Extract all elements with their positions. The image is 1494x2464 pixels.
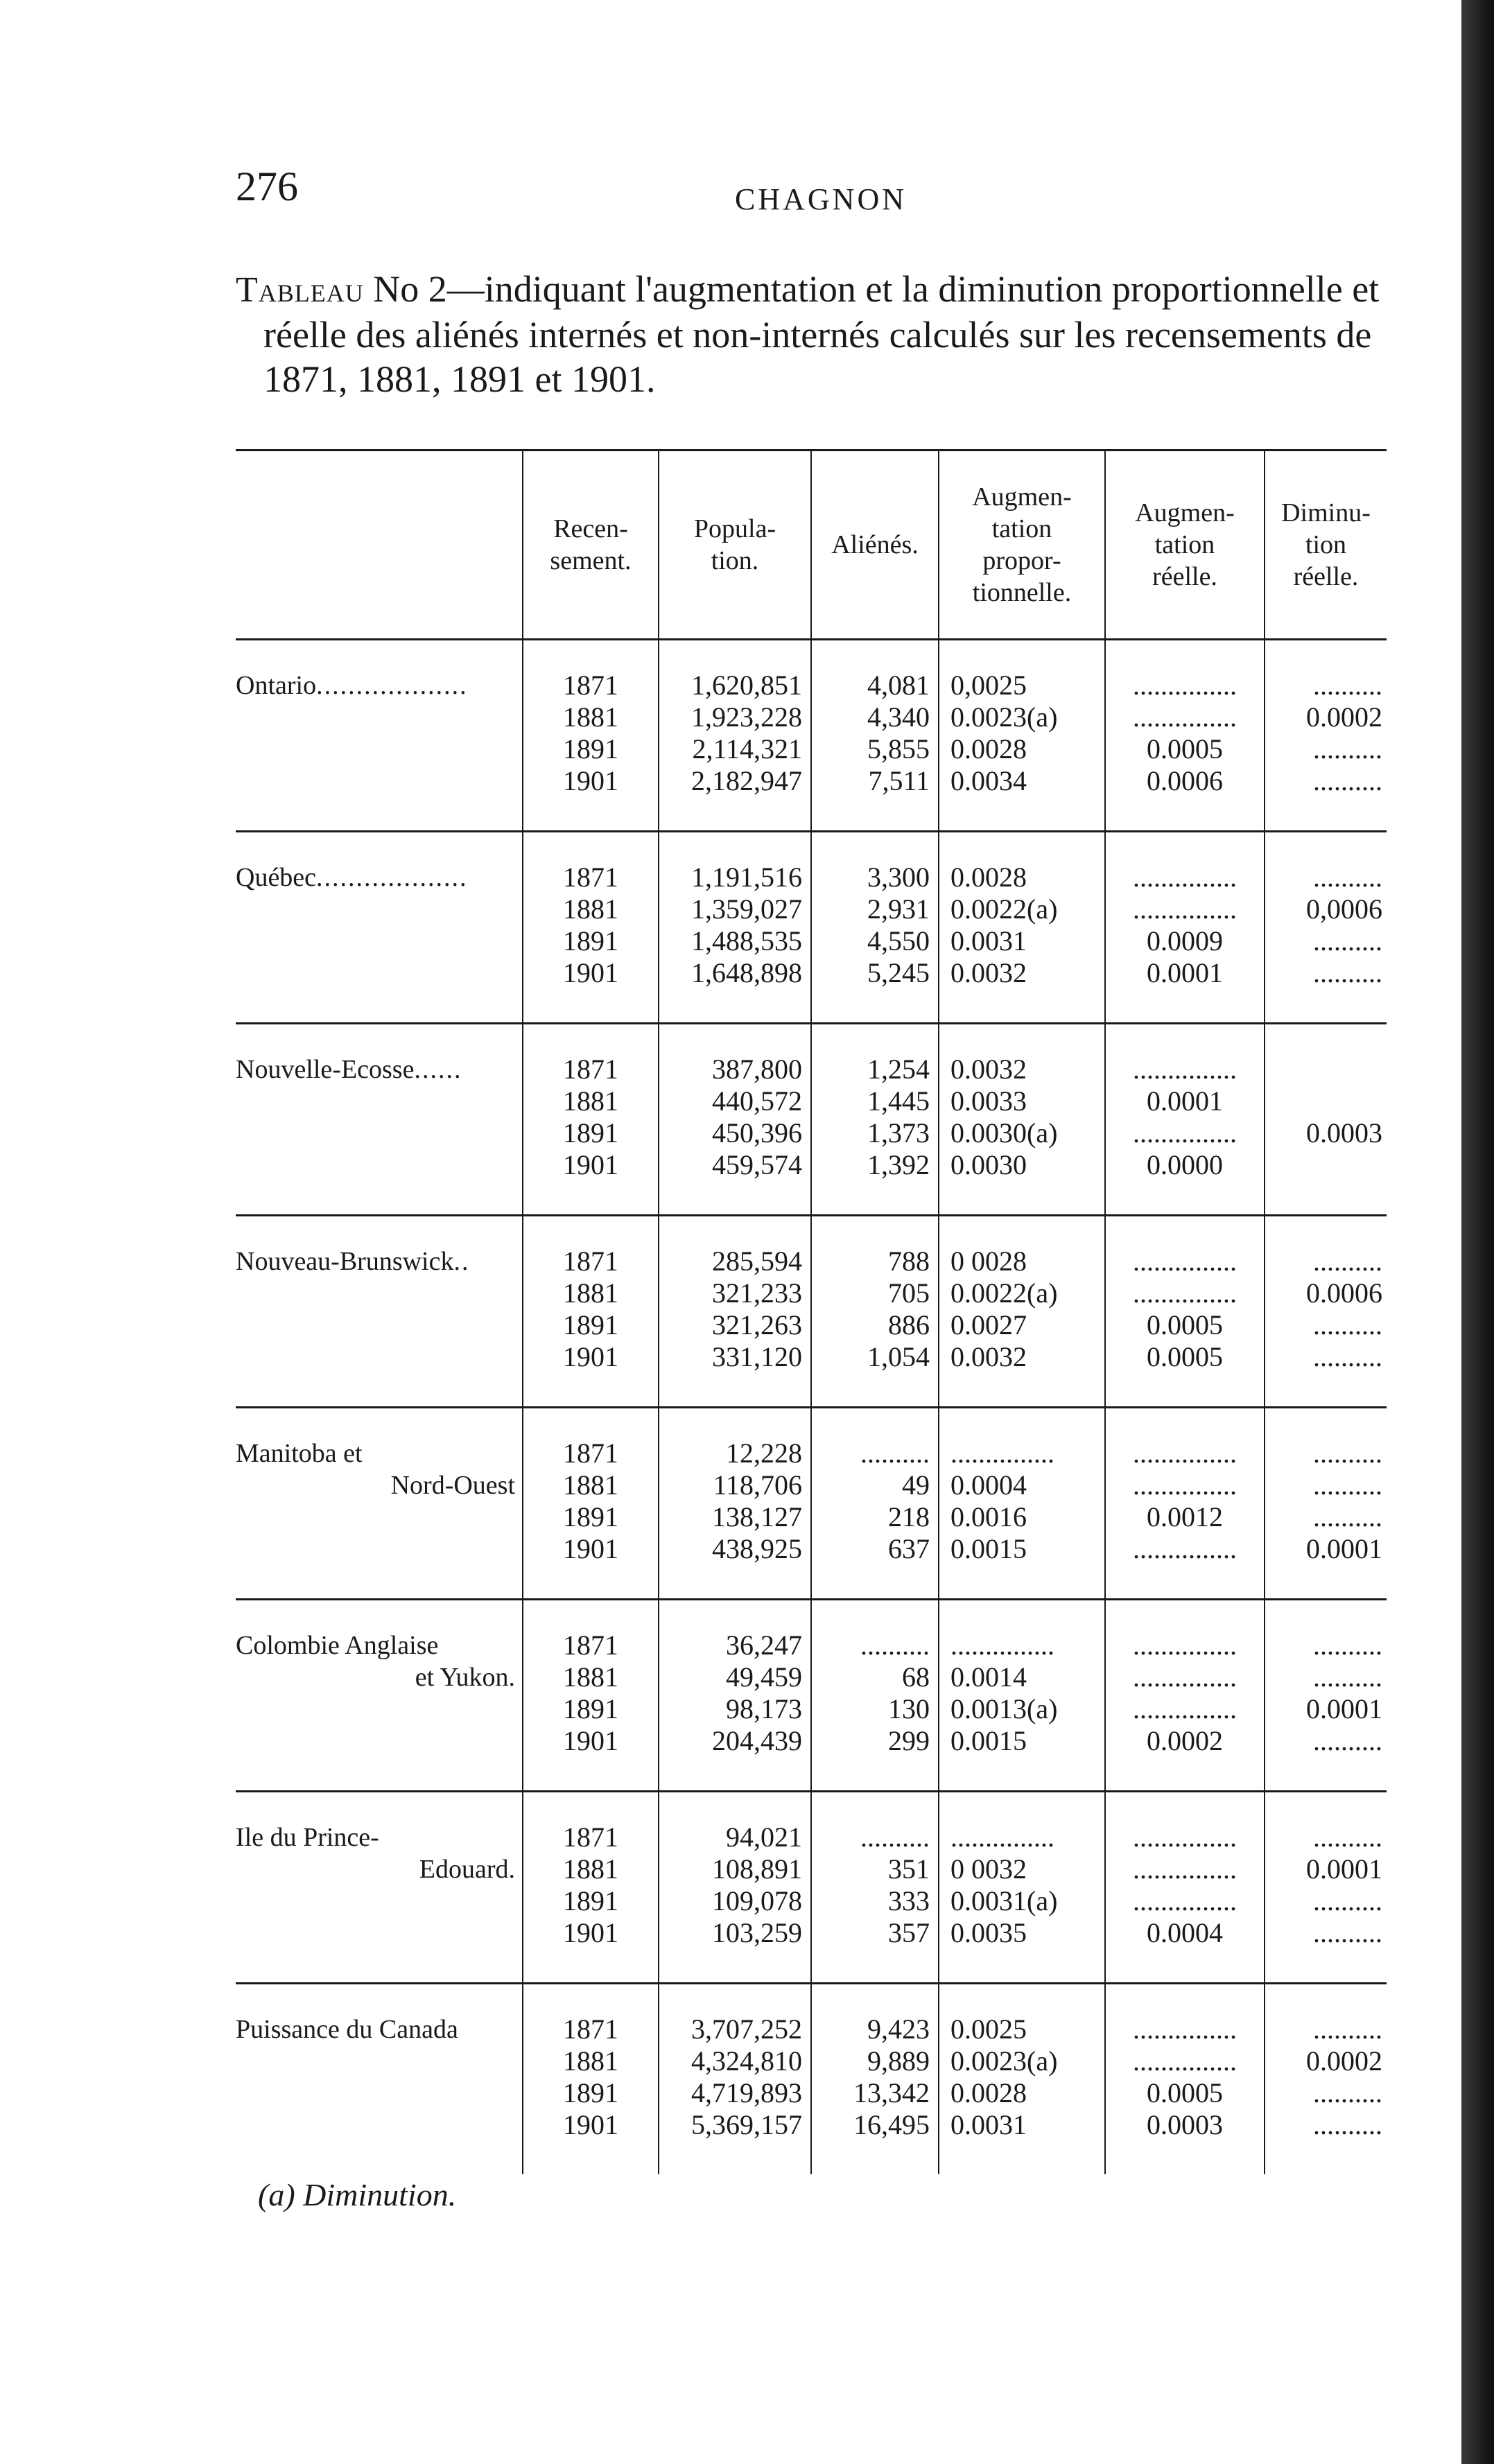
alienes-cell: 7,511 <box>868 765 930 796</box>
proportionnelle-cell: 0.0016 <box>950 1501 1027 1532</box>
population-cell: 438,925 <box>712 1533 802 1564</box>
population-cell: 321,263 <box>712 1309 802 1340</box>
alienes-cell: 9,423 <box>867 2013 930 2045</box>
population-cell: 109,078 <box>712 1885 802 1916</box>
diminution-reelle-cell-group <box>1265 1024 1387 1216</box>
population-cell: 331,120 <box>712 1341 802 1372</box>
region-name: Ile du Prince- <box>236 1823 379 1852</box>
proportionnelle-cell: 0.0028 <box>950 733 1027 764</box>
alienes-cell: 4,550 <box>867 925 930 956</box>
alienes-cell: 705 <box>888 1277 930 1309</box>
augmentation-reelle-cell: ............... <box>1133 1117 1237 1148</box>
proportionnelle-cell: 0.0030 <box>950 1149 1027 1180</box>
alienes-cell-group <box>811 640 939 832</box>
year-cell: 1881 <box>563 1661 618 1693</box>
diminution-reelle-cell: .......... <box>1313 1501 1382 1532</box>
augmentation-reelle-cell: ............... <box>1133 1821 1237 1853</box>
year-cell: 1891 <box>563 1885 618 1916</box>
year-cell: 1881 <box>563 701 618 733</box>
population-cell-group <box>659 1024 811 1216</box>
region-name: Nouveau-Brunswick <box>236 1247 454 1276</box>
year-cell: 1871 <box>563 1054 618 1085</box>
region-name-cell <box>236 1984 523 2175</box>
augmentation-reelle-cell-group <box>1105 1792 1265 1984</box>
population-cell-group <box>659 640 811 832</box>
augmentation-reelle-cell-group <box>1105 1984 1265 2175</box>
proportionnelle-cell: 0.0031 <box>950 925 1027 956</box>
alienes-cell: 788 <box>888 1246 930 1277</box>
alienes-cell-group <box>811 832 939 1024</box>
table-row <box>236 1024 1387 1216</box>
year-cell: 1871 <box>563 1821 618 1853</box>
proportionnelle-cell: 0.0015 <box>950 1533 1027 1564</box>
region-name: Colombie Anglaise <box>236 1631 439 1660</box>
year-cell: 1901 <box>563 1149 618 1180</box>
page-number: 276 <box>236 164 298 209</box>
table-row <box>236 640 1387 832</box>
alienes-cell: 637 <box>888 1533 930 1564</box>
diminution-reelle-cell <box>1269 1085 1382 1117</box>
augmentation-reelle-cell: 0.0005 <box>1147 733 1223 764</box>
recensement-header: Recen- sement. <box>523 451 659 640</box>
proportionnelle-cell: 0.0022(a) <box>950 1277 1058 1309</box>
proportionnelle-cell: 0.0014 <box>950 1661 1027 1693</box>
population-cell: 94,021 <box>726 1821 802 1853</box>
alienes-cell: 68 <box>902 1661 930 1693</box>
table-row <box>236 832 1387 1024</box>
proportionnelle-cell: 0.0032 <box>950 1341 1027 1372</box>
year-cell: 1901 <box>563 1341 618 1372</box>
year-cell: 1881 <box>563 2045 618 2077</box>
diminution-reelle-cell: .......... <box>1313 670 1382 701</box>
year-cell: 1871 <box>563 862 618 893</box>
diminution-reelle-cell-group <box>1265 640 1387 832</box>
augmentation-reelle-cell-group <box>1105 640 1265 832</box>
alienes-cell: 1,373 <box>867 1117 930 1148</box>
alienes-cell: 49 <box>902 1469 930 1501</box>
diminution-reelle-cell: .......... <box>1313 1309 1382 1340</box>
population-cell-group <box>659 832 811 1024</box>
proportionnelle-cell-group <box>939 1792 1105 1984</box>
diminution-reelle-cell <box>1269 1149 1382 1181</box>
proportionnelle-cell-group <box>939 1408 1105 1600</box>
alienes-cell: .......... <box>860 1821 930 1853</box>
region-name-cell <box>236 640 523 832</box>
year-cell: 1891 <box>563 1501 618 1532</box>
augmentation-reelle-cell: 0.0006 <box>1147 765 1223 796</box>
region-name-line2: Nord-Ouest <box>390 1471 515 1500</box>
diminution-reelle-cell: 0,0006 <box>1306 893 1382 925</box>
proportionnelle-cell: 0.0031 <box>950 2109 1027 2140</box>
population-cell: 1,923,228 <box>691 701 802 733</box>
proportionnelle-cell-group <box>939 640 1105 832</box>
augmentation-reelle-cell: ............... <box>1133 701 1237 733</box>
augmentation-reelle-cell: ............... <box>1133 1533 1237 1564</box>
year-cell: 1901 <box>563 765 618 796</box>
year-cell: 1891 <box>563 2077 618 2108</box>
proportionnelle-cell: 0.0033 <box>950 1085 1027 1117</box>
year-cell: 1901 <box>563 1533 618 1564</box>
augmentation-reelle-cell: 0.0001 <box>1147 1085 1223 1117</box>
alienes-cell-group <box>811 1792 939 1984</box>
year-cell: 1891 <box>563 733 618 764</box>
alienes-cell: 218 <box>888 1501 930 1532</box>
diminution-reelle-cell: .......... <box>1313 1469 1382 1501</box>
population-cell: 36,247 <box>726 1629 802 1661</box>
augmentation-reelle-cell: ............... <box>1133 1438 1237 1469</box>
proportionnelle-cell: 0.0032 <box>950 957 1027 988</box>
alienes-cell: .......... <box>860 1438 930 1469</box>
augmentation-reelle-cell: 0.0003 <box>1147 2109 1223 2140</box>
population-cell: 138,127 <box>712 1501 802 1532</box>
augmentation-reelle-cell: 0.0004 <box>1147 1917 1223 1948</box>
year-cell: 1881 <box>563 893 618 925</box>
leader-dots: .. <box>453 1247 470 1276</box>
caption-lead: Tableau <box>236 270 364 310</box>
proportionnelle-cell-group <box>939 1024 1105 1216</box>
leader-dots: ...... <box>414 1055 462 1084</box>
diminution-reelle-cell-group <box>1265 832 1387 1024</box>
year-cell: 1891 <box>563 1117 618 1148</box>
augmentation-reelle-cell: ............... <box>1133 862 1237 893</box>
region-name-cell <box>236 832 523 1024</box>
population-cell: 1,620,851 <box>691 670 802 701</box>
year-cell-group <box>523 1792 659 1984</box>
proportionnelle-cell: 0.0015 <box>950 1725 1027 1756</box>
region-name: Québec <box>236 863 317 892</box>
alienes-cell: 357 <box>888 1917 930 1948</box>
alienes-cell: 299 <box>888 1725 930 1756</box>
region-name-cell <box>236 1216 523 1408</box>
augmentation-reelle-cell: 0.0005 <box>1147 1341 1223 1372</box>
proportionnelle-cell: 0.0032 <box>950 1054 1027 1085</box>
population-header: Popula- tion. <box>659 451 811 640</box>
region-name-line2: Edouard. <box>419 1855 515 1884</box>
population-cell-group <box>659 1216 811 1408</box>
year-cell-group <box>523 1984 659 2175</box>
leader-dots: ................... <box>316 863 468 892</box>
alienes-cell-group <box>811 1600 939 1792</box>
augmentation-reelle-cell: ............... <box>1133 2013 1237 2045</box>
diminution-reelle-cell: .......... <box>1313 765 1382 796</box>
proportionnelle-cell: 0.0023(a) <box>950 2045 1058 2077</box>
alienes-cell-group <box>811 1216 939 1408</box>
year-cell: 1871 <box>563 1438 618 1469</box>
alienes-cell: 16,495 <box>853 2109 930 2140</box>
alienes-cell: 1,054 <box>867 1341 930 1372</box>
alienes-cell: 5,855 <box>867 733 930 764</box>
alienes-cell: 5,245 <box>867 957 930 988</box>
year-cell: 1871 <box>563 2013 618 2045</box>
proportionnelle-cell-group <box>939 1984 1105 2175</box>
diminution-reelle-cell: .......... <box>1313 1438 1382 1469</box>
diminution-reelle-cell <box>1269 1054 1382 1085</box>
region-name: Ontario <box>236 671 317 700</box>
population-cell: 285,594 <box>712 1246 802 1277</box>
augmentation-reelle-cell: 0.0009 <box>1147 925 1223 956</box>
year-cell: 1871 <box>563 1629 618 1661</box>
augmentation-reelle-cell: ............... <box>1133 893 1237 925</box>
alienes-cell: 4,081 <box>867 670 930 701</box>
augmentation-reelle-cell: ............... <box>1133 1246 1237 1277</box>
alienes-cell: 886 <box>888 1309 930 1340</box>
augmentation-reelle-cell-group <box>1105 832 1265 1024</box>
diminution-reelle-cell: .......... <box>1313 957 1382 988</box>
augmentation-reelle-header: Augmen- tation réelle. <box>1105 451 1265 640</box>
augmentation-reelle-cell: ............... <box>1133 2045 1237 2077</box>
augmentation-reelle-cell: ............... <box>1133 1693 1237 1724</box>
augmentation-reelle-cell: ............... <box>1133 1661 1237 1693</box>
diminution-reelle-cell: .......... <box>1313 2013 1382 2045</box>
augmentation-reelle-cell-group <box>1105 1408 1265 1600</box>
diminution-reelle-cell: .......... <box>1313 1246 1382 1277</box>
proportionnelle-cell: 0.0025 <box>950 2013 1027 2045</box>
diminution-reelle-cell: .......... <box>1313 925 1382 956</box>
augmentation-reelle-cell: 0.0002 <box>1147 1725 1223 1756</box>
proportionnelle-cell-group <box>939 1600 1105 1792</box>
population-cell-group <box>659 1600 811 1792</box>
year-cell-group <box>523 1600 659 1792</box>
proportionnelle-cell: 0.0027 <box>950 1309 1027 1340</box>
alienes-cell: 2,931 <box>867 893 930 925</box>
year-cell: 1901 <box>563 1917 618 1948</box>
table-row <box>236 1408 1387 1600</box>
alienes-cell: 130 <box>888 1693 930 1724</box>
alienes-cell: .......... <box>860 1629 930 1661</box>
year-cell-group <box>523 832 659 1024</box>
augmentation-reelle-cell: 0.0000 <box>1147 1149 1223 1180</box>
diminution-reelle-cell: .......... <box>1313 1661 1382 1693</box>
population-cell-group <box>659 1408 811 1600</box>
proportionnelle-cell: ............... <box>950 1629 1054 1661</box>
proportionnelle-cell: 0.0013(a) <box>950 1693 1058 1724</box>
diminution-reelle-cell-group <box>1265 1216 1387 1408</box>
population-cell: 103,259 <box>712 1917 802 1948</box>
leader-dots: ................... <box>316 671 468 700</box>
diminution-reelle-cell: .......... <box>1313 2077 1382 2108</box>
diminution-reelle-cell: .......... <box>1313 733 1382 764</box>
diminution-reelle-cell: .......... <box>1313 862 1382 893</box>
year-cell: 1881 <box>563 1853 618 1885</box>
population-cell-group <box>659 1792 811 1984</box>
augmentation-reelle-cell: ............... <box>1133 1853 1237 1885</box>
population-cell: 12,228 <box>726 1438 802 1469</box>
diminution-reelle-cell: .......... <box>1313 1725 1382 1756</box>
alienes-cell-group <box>811 1024 939 1216</box>
year-cell: 1881 <box>563 1469 618 1501</box>
year-cell: 1891 <box>563 1309 618 1340</box>
diminution-reelle-cell-group <box>1265 1984 1387 2175</box>
population-cell: 440,572 <box>712 1085 802 1117</box>
alienes-cell-group <box>811 1408 939 1600</box>
alienes-cell: 1,392 <box>867 1149 930 1180</box>
diminution-reelle-cell: 0.0006 <box>1306 1277 1382 1309</box>
diminution-reelle-cell: 0.0002 <box>1306 701 1382 733</box>
table-row <box>236 1792 1387 1984</box>
proportionnelle-cell: 0.0034 <box>950 765 1027 796</box>
table-row <box>236 1600 1387 1792</box>
region-name: Puissance du Canada <box>236 2015 458 2044</box>
year-cell-group <box>523 1408 659 1600</box>
caption-text: No 2—indiquant l'augmentation et la diminution proportionnelle et réelle des aliénés internés et non-internés calculés sur les recensements de 1871, 1881, 1891 et 1901. <box>263 268 1380 400</box>
diminution-reelle-cell-group <box>1265 1792 1387 1984</box>
diminution-reelle-cell: 0.0003 <box>1306 1117 1382 1148</box>
region-name-cell <box>236 1408 523 1600</box>
region-name-cell <box>236 1600 523 1792</box>
augmentation-reelle-cell: ............... <box>1133 1629 1237 1661</box>
diminution-reelle-cell: .......... <box>1313 1885 1382 1916</box>
alienes-cell: 9,889 <box>867 2045 930 2077</box>
alienes-cell: 351 <box>888 1853 930 1885</box>
year-cell-group <box>523 640 659 832</box>
proportionnelle-cell-group <box>939 1216 1105 1408</box>
augmentation-reelle-cell: ............... <box>1133 1885 1237 1916</box>
alienes-header: Aliénés. <box>811 451 939 640</box>
diminution-reelle-header: Diminu- tion réelle. <box>1265 451 1387 640</box>
diminution-reelle-cell: 0.0002 <box>1306 2045 1382 2077</box>
proportionnelle-cell: 0,0025 <box>950 670 1027 701</box>
year-cell-group <box>523 1024 659 1216</box>
region-name: Nouvelle-Ecosse <box>236 1055 415 1084</box>
population-cell: 321,233 <box>712 1277 802 1309</box>
alienes-cell: 1,445 <box>867 1085 930 1117</box>
augmentation-reelle-cell: 0.0005 <box>1147 2077 1223 2108</box>
region-name: Manitoba et <box>236 1439 363 1468</box>
proportionnelle-cell: 0.0035 <box>950 1917 1027 1948</box>
population-cell: 3,707,252 <box>691 2013 802 2045</box>
table-caption <box>236 267 1442 401</box>
augmentation-reelle-cell: 0.0005 <box>1147 1309 1223 1340</box>
row-label-header <box>236 451 523 640</box>
alienes-cell: 333 <box>888 1885 930 1916</box>
proportionnelle-header: Augmen- tation propor- tionnelle. <box>939 451 1105 640</box>
augmentation-reelle-cell: ............... <box>1133 1469 1237 1501</box>
population-cell-group <box>659 1984 811 2175</box>
diminution-reelle-cell: .......... <box>1313 1821 1382 1853</box>
diminution-reelle-cell: .......... <box>1313 1917 1382 1948</box>
population-cell: 204,439 <box>712 1725 802 1756</box>
diminution-reelle-cell: 0.0001 <box>1306 1853 1382 1885</box>
augmentation-reelle-cell-group <box>1105 1216 1265 1408</box>
table-row <box>236 1216 1387 1408</box>
population-cell: 98,173 <box>726 1693 802 1724</box>
proportionnelle-cell: 0.0023(a) <box>950 701 1058 733</box>
year-cell: 1891 <box>563 1693 618 1724</box>
population-cell: 49,459 <box>726 1661 802 1693</box>
proportionnelle-cell: 0.0031(a) <box>950 1885 1058 1916</box>
proportionnelle-cell: ............... <box>950 1821 1054 1853</box>
region-name-cell <box>236 1024 523 1216</box>
footnote: (a) Diminution. <box>258 2177 457 2212</box>
alienes-cell: 4,340 <box>867 701 930 733</box>
proportionnelle-cell: 0 0032 <box>950 1853 1027 1885</box>
diminution-reelle-cell: .......... <box>1313 2109 1382 2140</box>
augmentation-reelle-cell: ............... <box>1133 670 1237 701</box>
scan-edge-shadow <box>1461 0 1494 2464</box>
population-cell: 108,891 <box>712 1853 802 1885</box>
proportionnelle-cell: 0 0028 <box>950 1246 1027 1277</box>
population-cell: 5,369,157 <box>691 2109 802 2140</box>
year-cell: 1871 <box>563 1246 618 1277</box>
diminution-reelle-cell: 0.0001 <box>1306 1533 1382 1564</box>
population-cell: 1,488,535 <box>691 925 802 956</box>
proportionnelle-cell-group <box>939 832 1105 1024</box>
augmentation-reelle-cell: ............... <box>1133 1277 1237 1309</box>
population-cell: 1,648,898 <box>691 957 802 988</box>
year-cell: 1891 <box>563 925 618 956</box>
population-cell: 2,114,321 <box>692 733 802 764</box>
population-cell: 387,800 <box>712 1054 802 1085</box>
region-name-cell <box>236 1792 523 1984</box>
diminution-reelle-cell: .......... <box>1313 1629 1382 1661</box>
proportionnelle-cell: 0.0030(a) <box>950 1117 1058 1148</box>
augmentation-reelle-cell: ............... <box>1133 1054 1237 1085</box>
year-cell-group <box>523 1216 659 1408</box>
statistics-table <box>236 449 1387 2174</box>
population-cell: 1,359,027 <box>691 893 802 925</box>
table-body <box>236 640 1387 2175</box>
year-cell: 1901 <box>563 2109 618 2140</box>
alienes-cell: 3,300 <box>867 862 930 893</box>
proportionnelle-cell: 0.0022(a) <box>950 893 1058 925</box>
proportionnelle-cell: ............... <box>950 1438 1054 1469</box>
augmentation-reelle-cell: 0.0001 <box>1147 957 1223 988</box>
diminution-reelle-cell-group <box>1265 1408 1387 1600</box>
alienes-cell: 1,254 <box>867 1054 930 1085</box>
proportionnelle-cell: 0.0028 <box>950 2077 1027 2108</box>
year-cell: 1871 <box>563 670 618 701</box>
diminution-reelle-cell: 0.0001 <box>1306 1693 1382 1724</box>
population-cell: 450,396 <box>712 1117 802 1148</box>
population-cell: 2,182,947 <box>691 765 802 796</box>
population-cell: 118,706 <box>713 1469 802 1501</box>
population-cell: 4,324,810 <box>691 2045 802 2077</box>
alienes-cell-group <box>811 1984 939 2175</box>
year-cell: 1901 <box>563 1725 618 1756</box>
running-head: CHAGNON <box>735 182 907 216</box>
proportionnelle-cell: 0.0004 <box>950 1469 1027 1501</box>
population-cell: 1,191,516 <box>691 862 802 893</box>
population-cell: 4,719,893 <box>691 2077 802 2108</box>
alienes-cell: 13,342 <box>853 2077 930 2108</box>
population-cell: 459,574 <box>712 1149 802 1180</box>
augmentation-reelle-cell-group <box>1105 1024 1265 1216</box>
proportionnelle-cell: 0.0028 <box>950 862 1027 893</box>
augmentation-reelle-cell: 0.0012 <box>1147 1501 1223 1532</box>
diminution-reelle-cell-group <box>1265 1600 1387 1792</box>
diminution-reelle-cell: .......... <box>1313 1341 1382 1372</box>
year-cell: 1901 <box>563 957 618 988</box>
table-header-row <box>236 451 1387 640</box>
augmentation-reelle-cell-group <box>1105 1600 1265 1792</box>
year-cell: 1881 <box>563 1277 618 1309</box>
table-row <box>236 1984 1387 2175</box>
region-name-line2: et Yukon. <box>415 1663 515 1692</box>
year-cell: 1881 <box>563 1085 618 1117</box>
